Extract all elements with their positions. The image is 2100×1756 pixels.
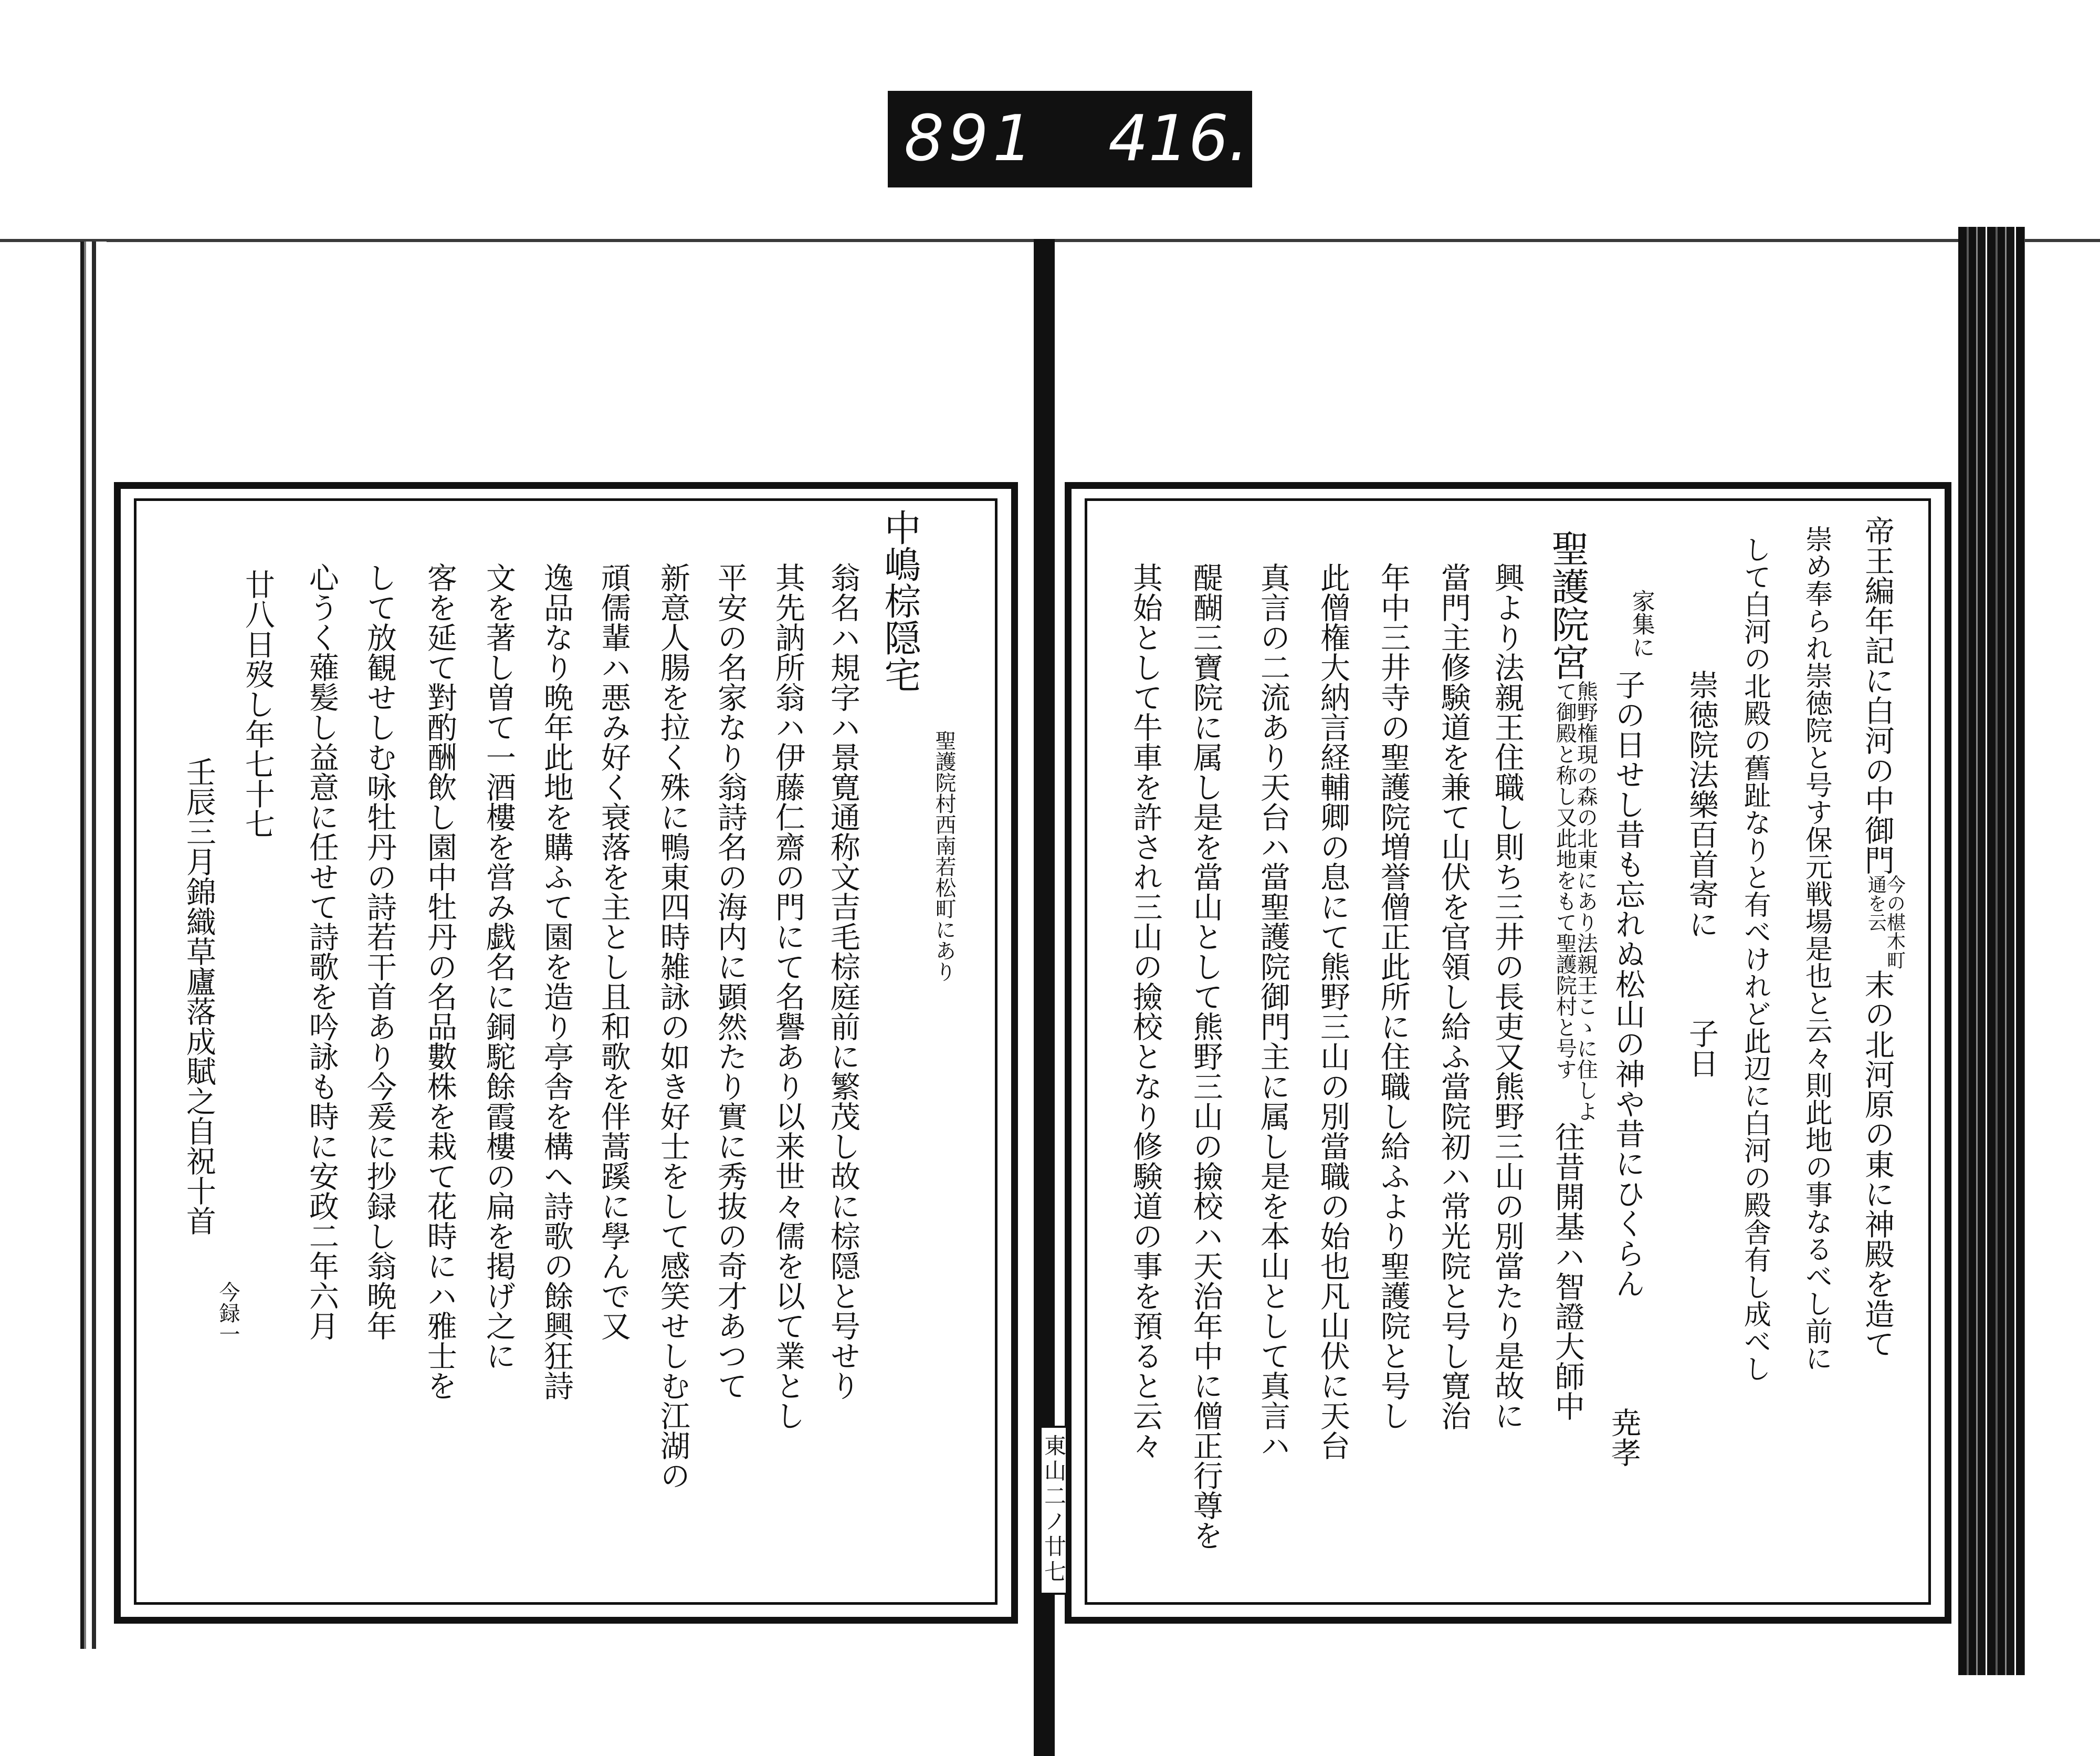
text-column: 新意人腸を拉く殊に鴨東四時雑詠の如き好士をして感笑せしむ江湖の	[655, 562, 690, 1490]
catalogue-number-right: 416.	[1108, 102, 1249, 175]
text-column	[1545, 529, 1596, 1421]
text-column: 頑儒輩ハ悪み好く衰落を主とし且和歌を伴蒿蹊に學んで又	[596, 562, 631, 1341]
text-column: 其先訥所翁ハ伊藤仁齋の門にて名譽あり以来世々儒を以て業とし	[770, 562, 805, 1430]
poem-author: 尭孝	[1606, 1407, 1641, 1467]
inline-note-line: 通を云	[1865, 875, 1887, 932]
text-column: 醍醐三寶院に属し是を當山として熊野三山の撿校ハ天治年中に僧正行尊を	[1188, 562, 1223, 1550]
section-location-note: 聖護院村西南若松町にあり	[932, 730, 956, 982]
text-column: 當門主修験道を兼て山伏を官領し給ふ當院初ハ常光院と号し寛治	[1436, 562, 1471, 1430]
text-column: 逸品なり晩年此地を購ふて園を造り亭舎を構へ詩歌の餘興狂詩	[539, 562, 574, 1400]
poem-text: 子の日せし昔も忘れぬ松山の神や昔にひくらん	[1610, 670, 1645, 1298]
inline-note	[1866, 875, 1904, 969]
text-column: 心うく薙髪し益意に任せて詩歌を吟詠も時に安政二年六月	[304, 562, 339, 1341]
text-column: して白河の北殿の舊趾なりと有べけれど此辺に白河の殿舎有し成べし	[1739, 536, 1771, 1382]
text-column: 客を延て對酌酬飲し園中牡丹の名品數株を栽て花時にハ雅士を	[422, 562, 457, 1400]
catalogue-number-left: 891	[904, 102, 1037, 175]
text-column: 翁名ハ規字ハ景寛通称文吉毛棕庭前に繁茂し故に棕隠と号せり	[825, 562, 860, 1400]
inline-note-line: て御殿と称し又此地をもて聖護院村と号す	[1552, 681, 1577, 1080]
text-column: して放観せしむ咏牡丹の詩若干首あり今爰に抄録し翁晩年	[362, 562, 397, 1341]
left-page-edge	[80, 242, 107, 1649]
right-page-stack-edge	[1958, 227, 2025, 1675]
text-column: 文を著し曽て一酒樓を営み戯名に銅駝餘霞樓の扁を掲げ之に	[481, 562, 516, 1371]
poem-heading: 壬辰三月錦織草廬落成賦之自祝十首	[181, 757, 216, 1236]
catalogue-number-label	[888, 91, 1252, 187]
poem-heading-note: 今録一	[216, 1281, 240, 1344]
text-column: 廿八日歿し年七十七	[240, 569, 275, 839]
poem-topic: 子日	[1684, 1018, 1719, 1078]
poem-source: 家集に	[1628, 589, 1655, 659]
inline-note-line: 熊野権現の森の北東にあり法親王こゝに住しよ	[1573, 681, 1598, 1122]
text-column: 崇め奉られ崇徳院と号す保元戦場是也と云々則此地の事なるべし前に	[1800, 525, 1832, 1372]
inline-note	[1554, 681, 1596, 1122]
inline-note-line: 今の椹木町	[1884, 875, 1906, 969]
text-column: 平安の名家なり翁詩名の海内に顕然たり實に秀抜の奇才あつて	[712, 562, 748, 1400]
text-column: 興より法親王住職し則ち三井の長吏又熊野三山の別當たり是故に	[1489, 562, 1525, 1430]
column-text: 末の北河原の東に神殿を造て	[1860, 969, 1895, 1358]
column-text: 帝王編年記に白河の中御門	[1860, 516, 1895, 875]
gutter-page-label: 東山二ノ廿七	[1040, 1426, 1068, 1595]
text-column: 年中三井寺の聖護院増誉僧正此所に住職し給ふより聖護院と号し	[1376, 562, 1411, 1430]
text-column: 真言の二流あり天台ハ當聖護院御門主に属し是を本山として真言ハ	[1255, 562, 1290, 1460]
section-title: 中嶋棕隠宅	[878, 509, 921, 693]
poem-heading: 崇徳院法樂百首寄に	[1684, 670, 1719, 939]
column-text: 往昔開基ハ智證大師中	[1550, 1122, 1585, 1421]
section-title: 聖護院宮	[1545, 529, 1590, 681]
text-column: 其始として牛車を許され三山の撿校となり修験道の事を預ると云々	[1128, 562, 1163, 1460]
text-column: 此僧権大納言経輔卿の息にて熊野三山の別當職の始也凡山伏に天台	[1315, 562, 1350, 1460]
text-column	[1859, 516, 1904, 1358]
